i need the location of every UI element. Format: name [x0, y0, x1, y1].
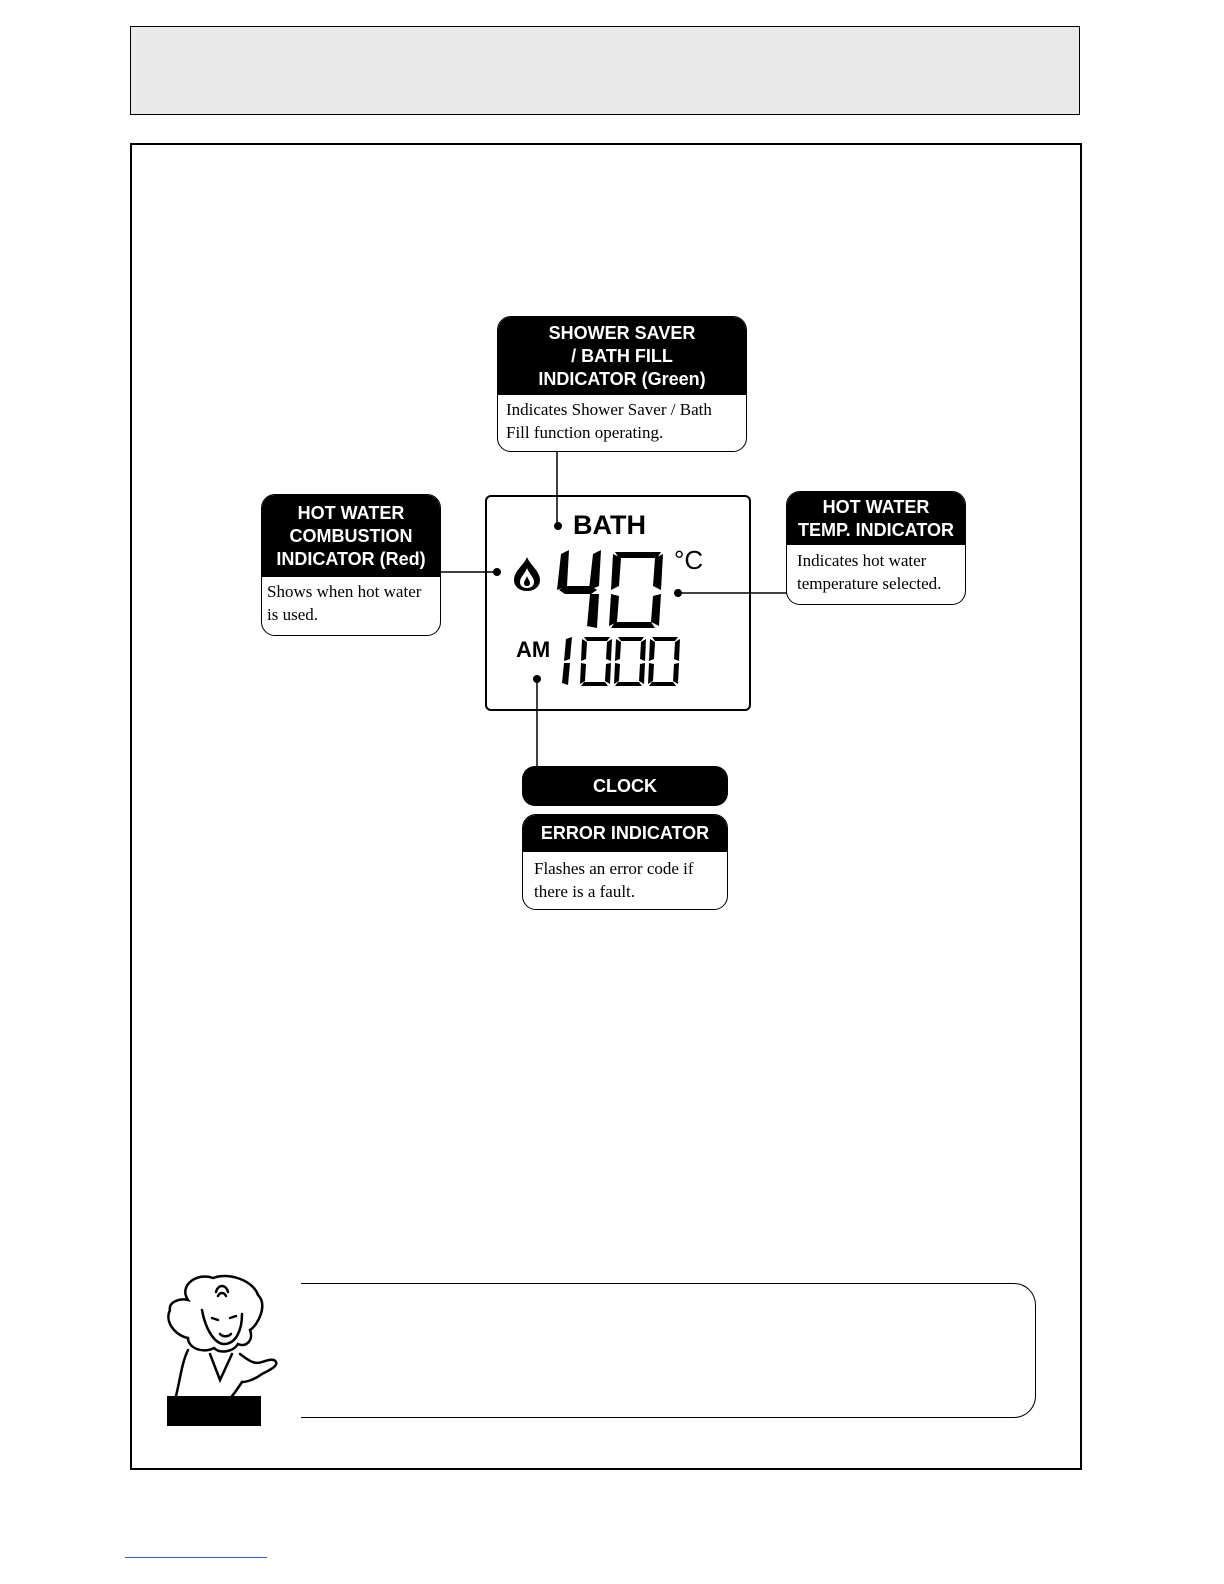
- note-box: [301, 1283, 1036, 1418]
- woman-presenting-illustration: [158, 1270, 283, 1430]
- combustion-desc: Shows when hot water is used.: [267, 582, 422, 624]
- temp-title: HOT WATER TEMP. INDICATOR: [787, 492, 965, 545]
- lcd-am-label: AM: [516, 637, 551, 662]
- clock-digits: [558, 637, 682, 687]
- shower-saver-callout: [497, 316, 747, 452]
- temperature-digits: [553, 550, 665, 630]
- error-callout: [522, 814, 728, 910]
- combustion-title: HOT WATER COMBUSTION INDICATOR (Red): [262, 495, 440, 577]
- flame-icon: [511, 555, 543, 593]
- temp-desc: Indicates hot water temperature selected.: [797, 551, 942, 593]
- lcd-unit-label: °C: [674, 545, 704, 575]
- temp-callout: [786, 491, 966, 605]
- clock-label: CLOCK: [522, 766, 728, 806]
- error-title: ERROR INDICATOR: [523, 815, 727, 852]
- shower-saver-desc: Indicates Shower Saver / Bath Fill function operating.: [506, 400, 712, 442]
- shower-saver-title: SHOWER SAVER / BATH FILL INDICATOR (Green): [498, 317, 746, 395]
- error-desc: Flashes an error code if there is a fault.: [534, 859, 694, 901]
- footer-link-underline[interactable]: [125, 1557, 267, 1558]
- lcd-bath-label: BATH: [573, 510, 646, 540]
- combustion-callout: [261, 494, 441, 636]
